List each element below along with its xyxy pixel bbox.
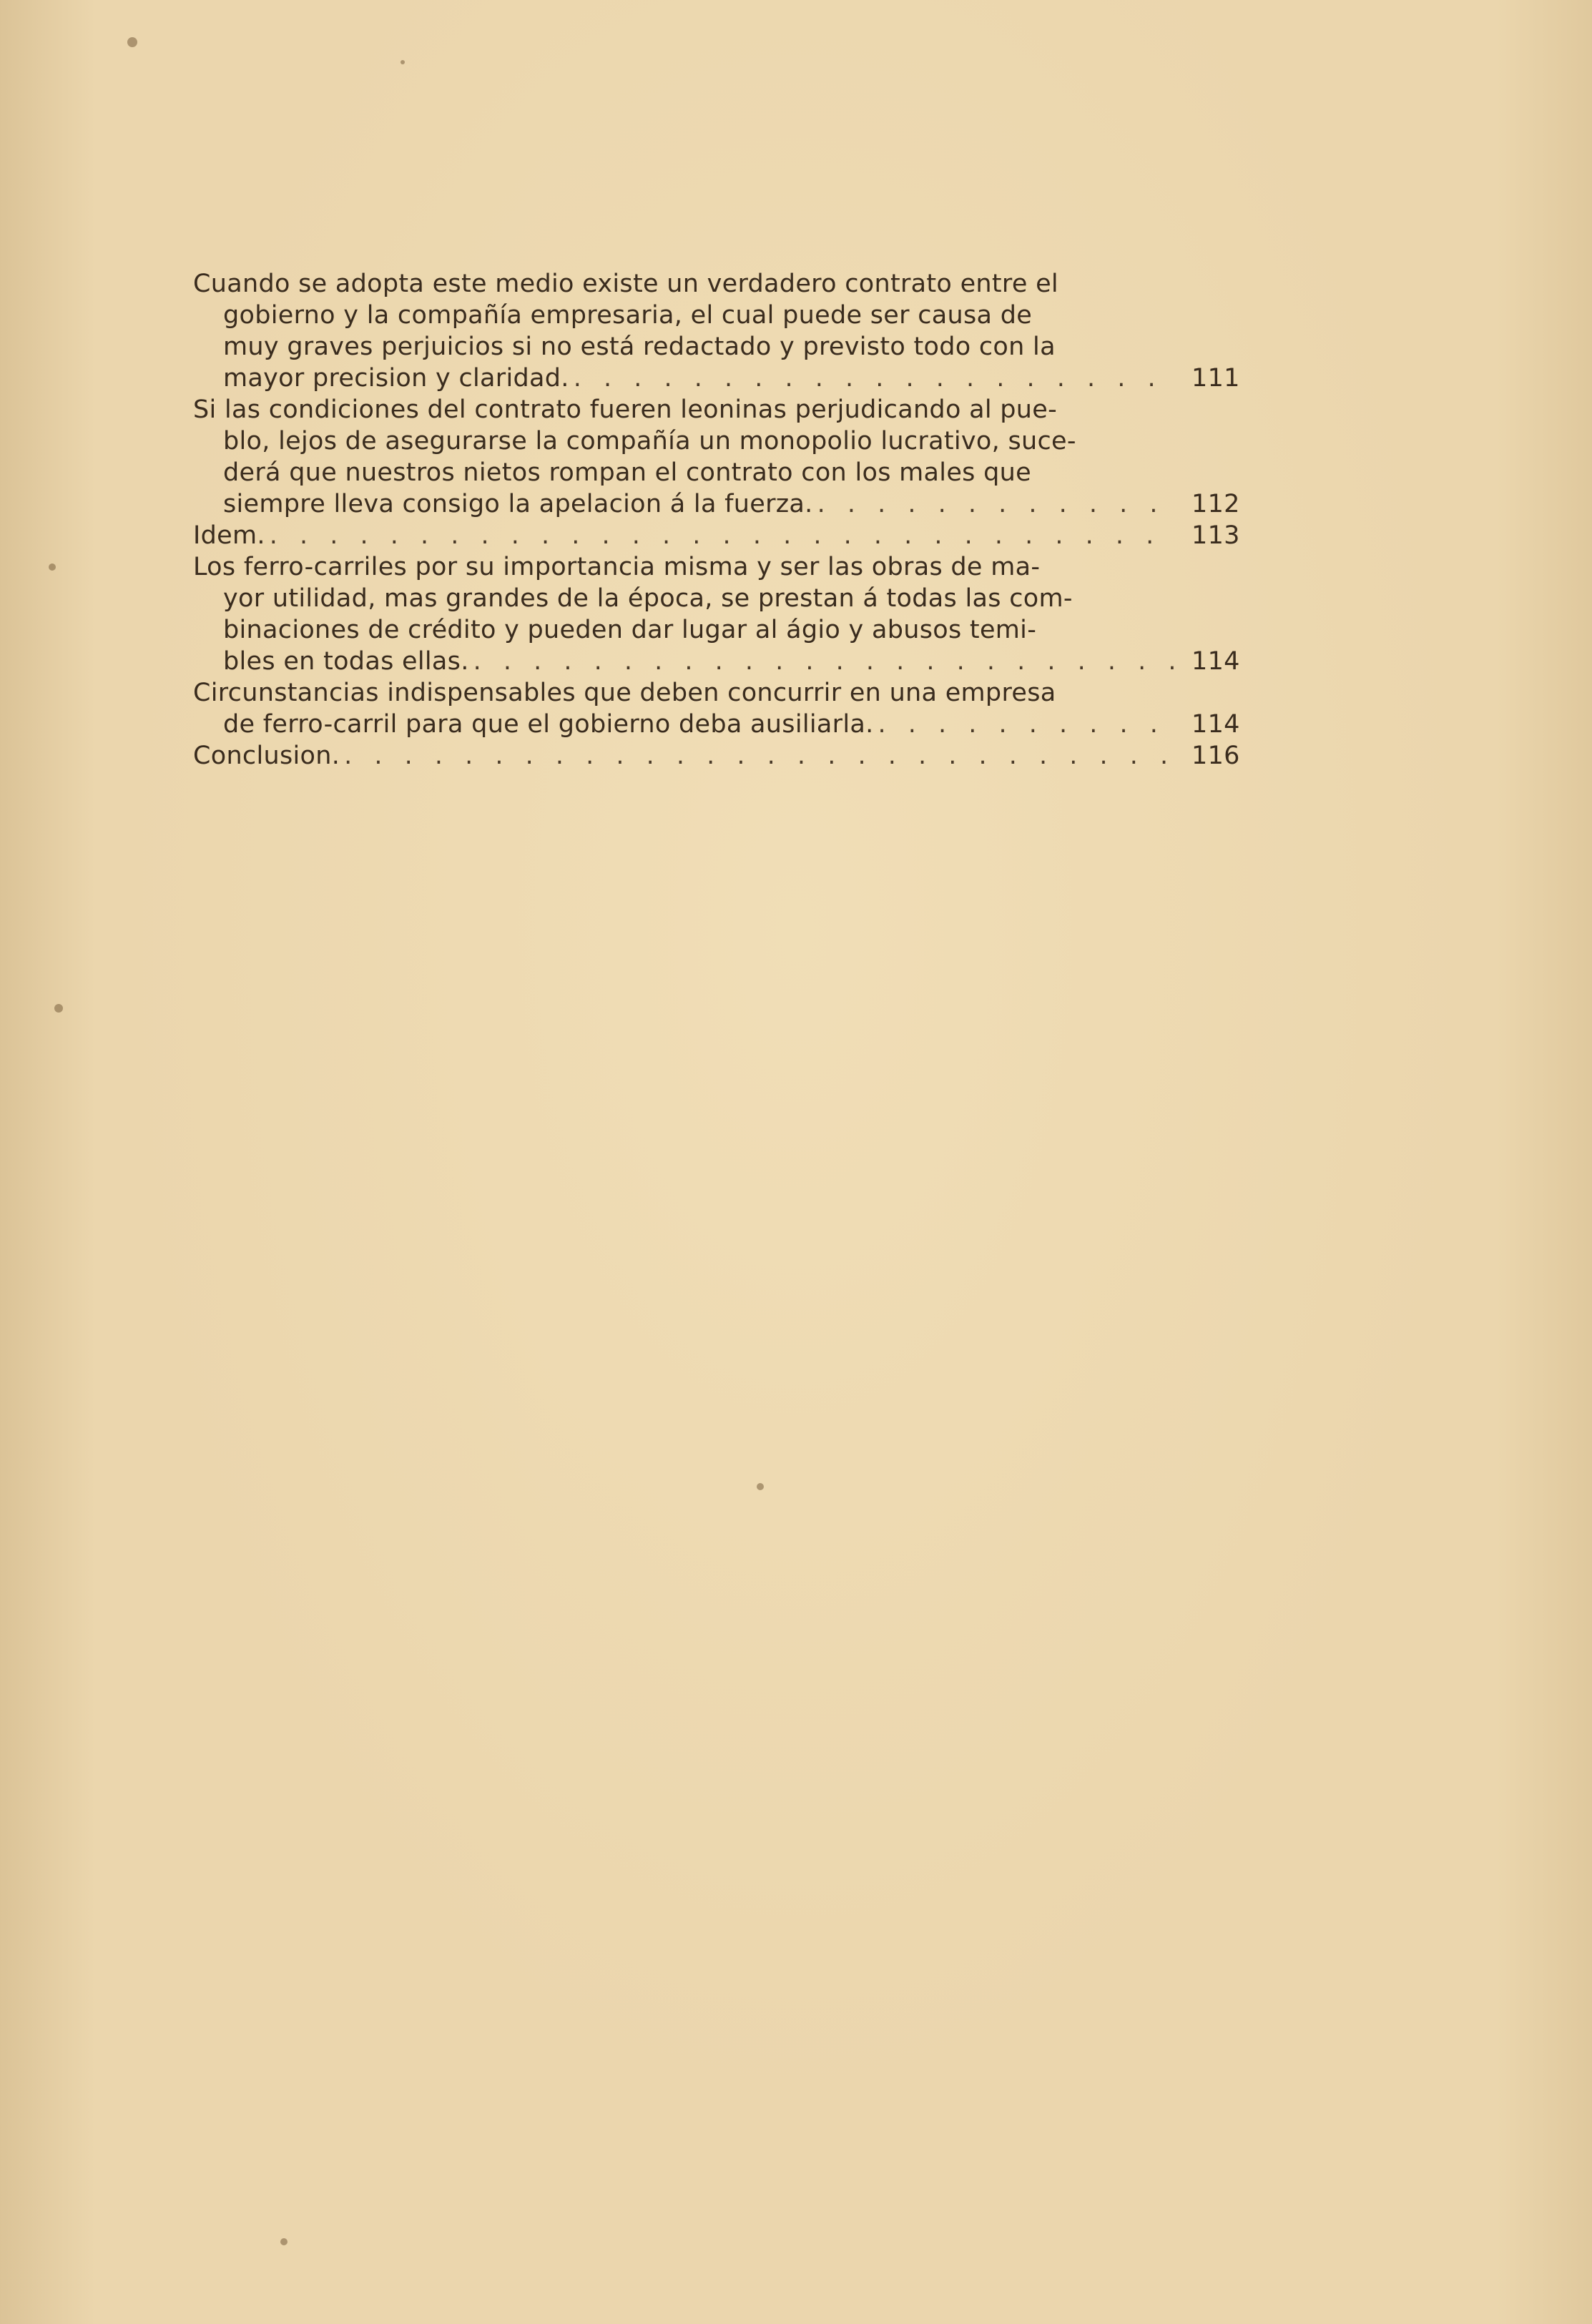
table-of-contents [193,268,1240,772]
toc-entry [193,740,1240,772]
toc-entry-text: blo, lejos de asegurarse la compañía un monopolio lucrativo, suce- [223,427,1076,456]
toc-entry-text: Circunstancias indispensables que deben concurrir en una empresa [193,679,1056,707]
toc-entry [193,677,1240,740]
toc-entry-text: muy graves perjuicios si no está redactado y previsto todo con la [223,333,1056,361]
toc-entry-text: Idem. [193,521,265,550]
toc-entry-final-line [193,520,1240,551]
toc-entry-text: binaciones de crédito y pueden dar lugar al ágio y abusos temi- [223,616,1037,644]
toc-entry [193,268,1240,394]
page-number: 116 [1191,742,1240,770]
toc-entry-text: de ferro-carril para que el gobierno deba ausiliarla. [223,710,874,739]
toc-entry [193,551,1240,677]
page-number: 113 [1191,521,1240,550]
paper-speck [280,2238,288,2245]
toc-entry-text: yor utilidad, mas grandes de la época, se prestan á todas las com- [223,584,1073,613]
paper-speck [127,37,137,47]
page-number: 112 [1191,490,1240,518]
toc-entry [193,520,1240,551]
toc-entry-text: bles en todas ellas. [223,647,469,676]
paper-speck [54,1004,63,1013]
dot-leader [817,488,1179,520]
toc-entry-text: siempre lleva consigo la apelacion á la fuerza. [223,490,813,518]
toc-entry-final-line [193,646,1240,677]
dot-leader [344,740,1179,772]
paper-speck [49,563,56,571]
toc-entry-text: Si las condiciones del contrato fueren leoninas perjudicando al pue- [193,395,1058,424]
page-number: 114 [1191,710,1240,739]
paper-speck [401,60,405,64]
toc-entry [193,394,1240,520]
toc-entry-text: Los ferro-carriles por su importancia misma y ser las obras de ma- [193,553,1041,581]
toc-entry-text: Conclusion. [193,742,340,770]
dot-leader [270,520,1179,551]
dot-leader [878,709,1179,740]
toc-entry-final-line [193,709,1240,740]
toc-entry-text: gobierno y la compañía empresaria, el cual puede ser causa de [223,301,1033,330]
toc-entry-text: derá que nuestros nietos rompan el contrato con los males que [223,458,1031,487]
toc-entry-text: Cuando se adopta este medio existe un verdadero contrato entre el [193,270,1058,298]
dot-leader [574,363,1179,394]
page-number: 111 [1191,364,1240,393]
toc-entry-text: mayor precision y claridad. [223,364,569,393]
page-number: 114 [1191,647,1240,676]
paper-speck [757,1483,764,1490]
toc-entry-final-line [193,363,1240,394]
toc-entry-final-line [193,740,1240,772]
toc-entry-final-line [193,488,1240,520]
dot-leader [473,646,1179,677]
